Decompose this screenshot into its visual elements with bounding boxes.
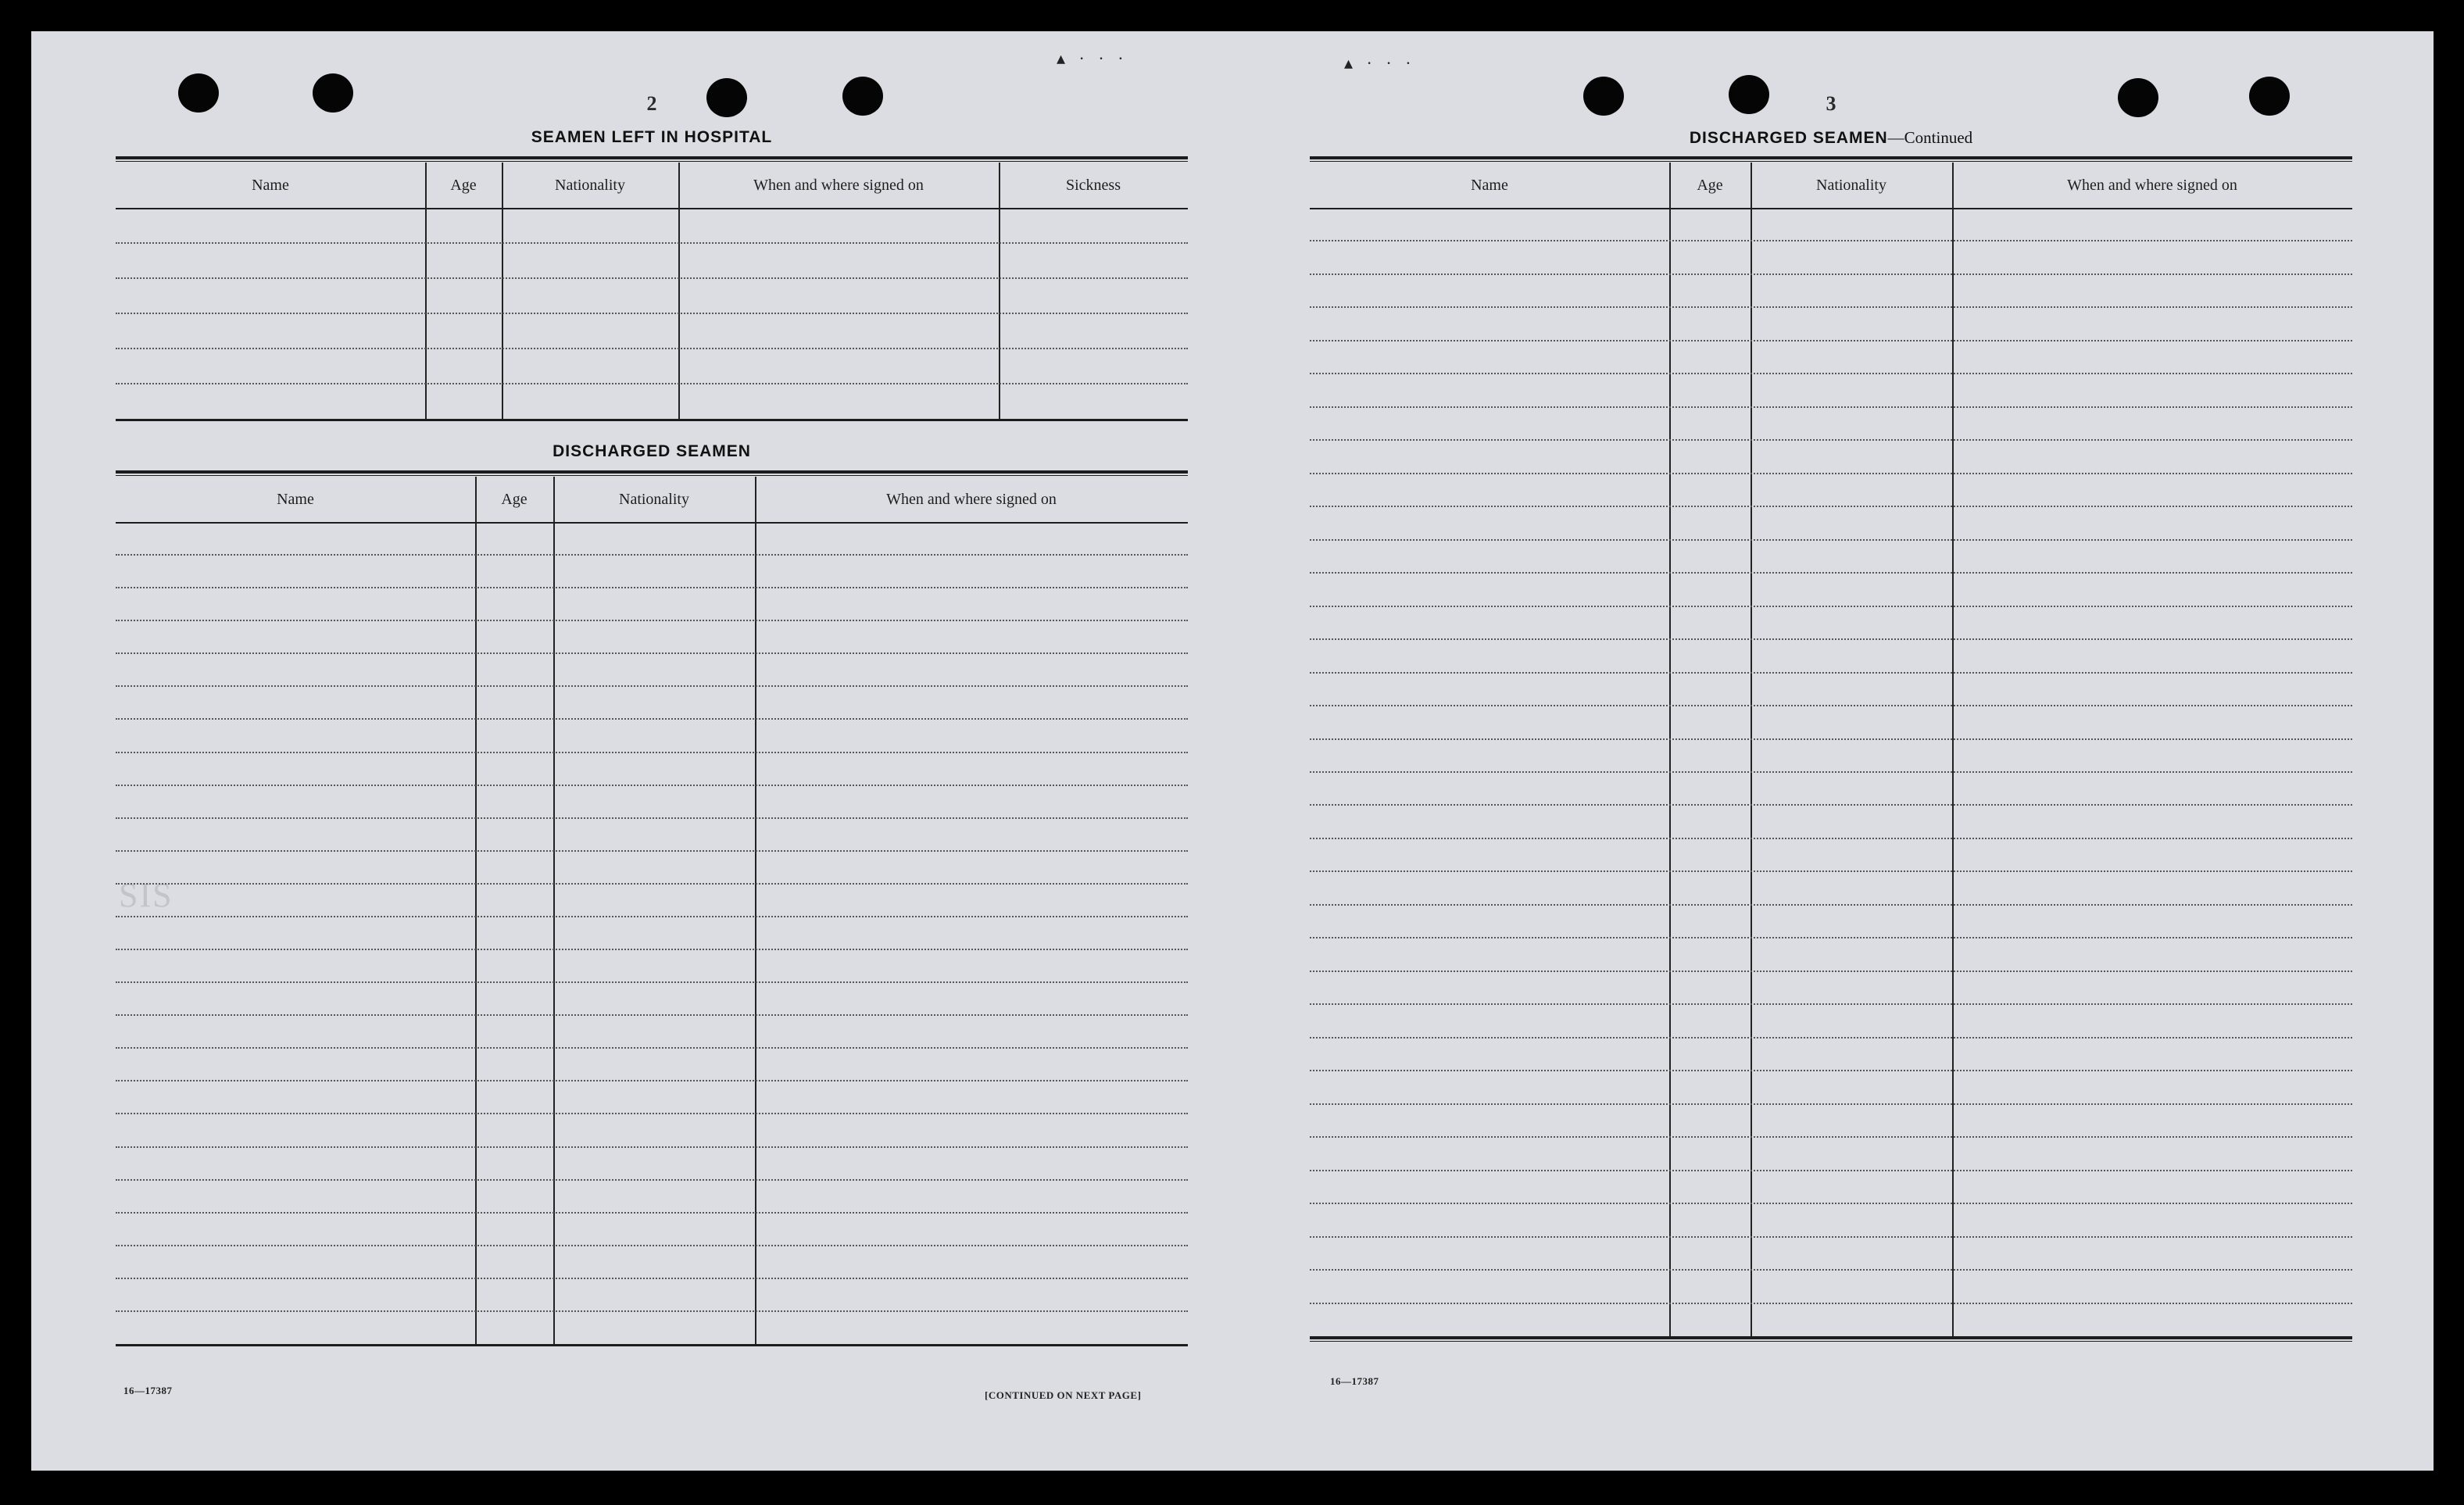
table-row [116,587,1188,588]
table-row [1310,1170,2352,1171]
page-number: 3 [1826,92,1836,115]
table-row [116,850,1188,852]
double-rule [116,156,1188,162]
table-row [116,1212,1188,1214]
table-row [116,1310,1188,1312]
table-row [1310,638,2352,640]
column-divider [1952,163,1954,1336]
form-number: 16—17387 [1330,1375,1379,1387]
column-divider [678,163,680,419]
table-row [1310,771,2352,773]
table-row [1310,473,2352,474]
column-divider [755,477,756,1344]
section-title-discharged: DISCHARGED SEAMEN [553,442,751,460]
table-row [116,685,1188,687]
table-row [1310,672,2352,674]
table-row [116,916,1188,917]
table-row [1310,804,2352,806]
double-rule [1310,1336,2352,1342]
table-row [116,1113,1188,1114]
table-row [1310,904,2352,906]
section-rule [116,1344,1188,1346]
column-header-age: Age [450,176,477,194]
document-sheet [31,31,2434,1471]
left-page [116,31,1188,1471]
section-title-text: DISCHARGED SEAMEN [1689,129,1888,147]
table-row [116,785,1188,786]
table-row [116,242,1188,244]
ink-speck: ▴ · · · [1344,53,1416,73]
right-page [1310,31,2352,1471]
column-header-age: Age [1697,176,1723,194]
page-number: 2 [646,92,657,115]
column-header-sickness: Sickness [1066,176,1121,194]
column-header-age: Age [501,490,527,508]
table-row [116,883,1188,885]
table-row [116,817,1188,819]
column-header-name: Name [277,490,314,508]
table-row [116,1146,1188,1148]
section-rule [116,419,1188,421]
table-row [1310,705,2352,706]
column-header-name: Name [1471,176,1508,194]
column-header-nationality: Nationality [555,176,625,194]
table-row [116,1245,1188,1246]
continued-note: [CONTINUED ON NEXT PAGE] [985,1389,1142,1401]
form-number: 16—17387 [123,1385,173,1396]
column-divider [553,477,555,1344]
table-row [116,1179,1188,1181]
table-row [1310,340,2352,341]
table-row [116,620,1188,621]
table-row [1310,937,2352,938]
table-row [116,1278,1188,1279]
table-row [1310,870,2352,872]
column-divider [1751,163,1752,1336]
column-divider [1669,163,1671,1336]
table-row [116,1080,1188,1081]
table-row [1310,439,2352,441]
table-row [116,981,1188,983]
column-header-signed-on: When and where signed on [886,490,1057,508]
column-divider [425,163,427,419]
column-header-signed-on: When and where signed on [753,176,924,194]
table-row [1310,406,2352,408]
bleed-through-mark: SIS [119,876,173,914]
ink-speck: ▴ · · · [1057,48,1128,68]
table-header [1310,163,2352,209]
table-row [1310,539,2352,541]
column-header-nationality: Nationality [619,490,689,508]
section-title-discharged-continued [1310,128,2352,148]
table-row [1310,1236,2352,1238]
table-row [1310,506,2352,507]
discharged-table [116,477,1188,1344]
table-row [116,949,1188,950]
table-header [116,163,1188,209]
table-row [116,348,1188,349]
table-row [1310,1269,2352,1271]
table-row [116,718,1188,720]
double-rule [116,470,1188,476]
table-row [1310,1103,2352,1105]
table-row [1310,838,2352,839]
table-row [1310,606,2352,607]
table-row [116,752,1188,753]
table-row [116,1014,1188,1016]
table-row [116,383,1188,384]
table-row [1310,273,2352,275]
table-row [1310,738,2352,740]
table-row [116,313,1188,314]
table-row [1310,1037,2352,1038]
table-row [116,277,1188,279]
table-header [116,477,1188,524]
double-rule [1310,156,2352,162]
table-row [1310,1003,2352,1005]
section-title-suffix: —Continued [1887,128,1973,147]
discharged-continued-table [1310,163,2352,1336]
column-divider [475,477,477,1344]
table-row [1310,1303,2352,1304]
hospital-table [116,163,1188,419]
column-header-signed-on: When and where signed on [2067,176,2237,194]
table-row [1310,240,2352,241]
table-row [116,554,1188,556]
table-row [1310,306,2352,308]
column-divider [999,163,1000,419]
table-row [1310,373,2352,374]
table-row [1310,1203,2352,1204]
table-row [1310,572,2352,574]
section-title-hospital: SEAMEN LEFT IN HOSPITAL [531,128,773,146]
column-divider [502,163,503,419]
table-row [116,652,1188,654]
table-row [1310,1136,2352,1138]
table-row [1310,1070,2352,1071]
column-header-name: Name [252,176,289,194]
table-row [1310,971,2352,972]
column-header-nationality: Nationality [1816,176,1886,194]
table-row [116,1047,1188,1049]
